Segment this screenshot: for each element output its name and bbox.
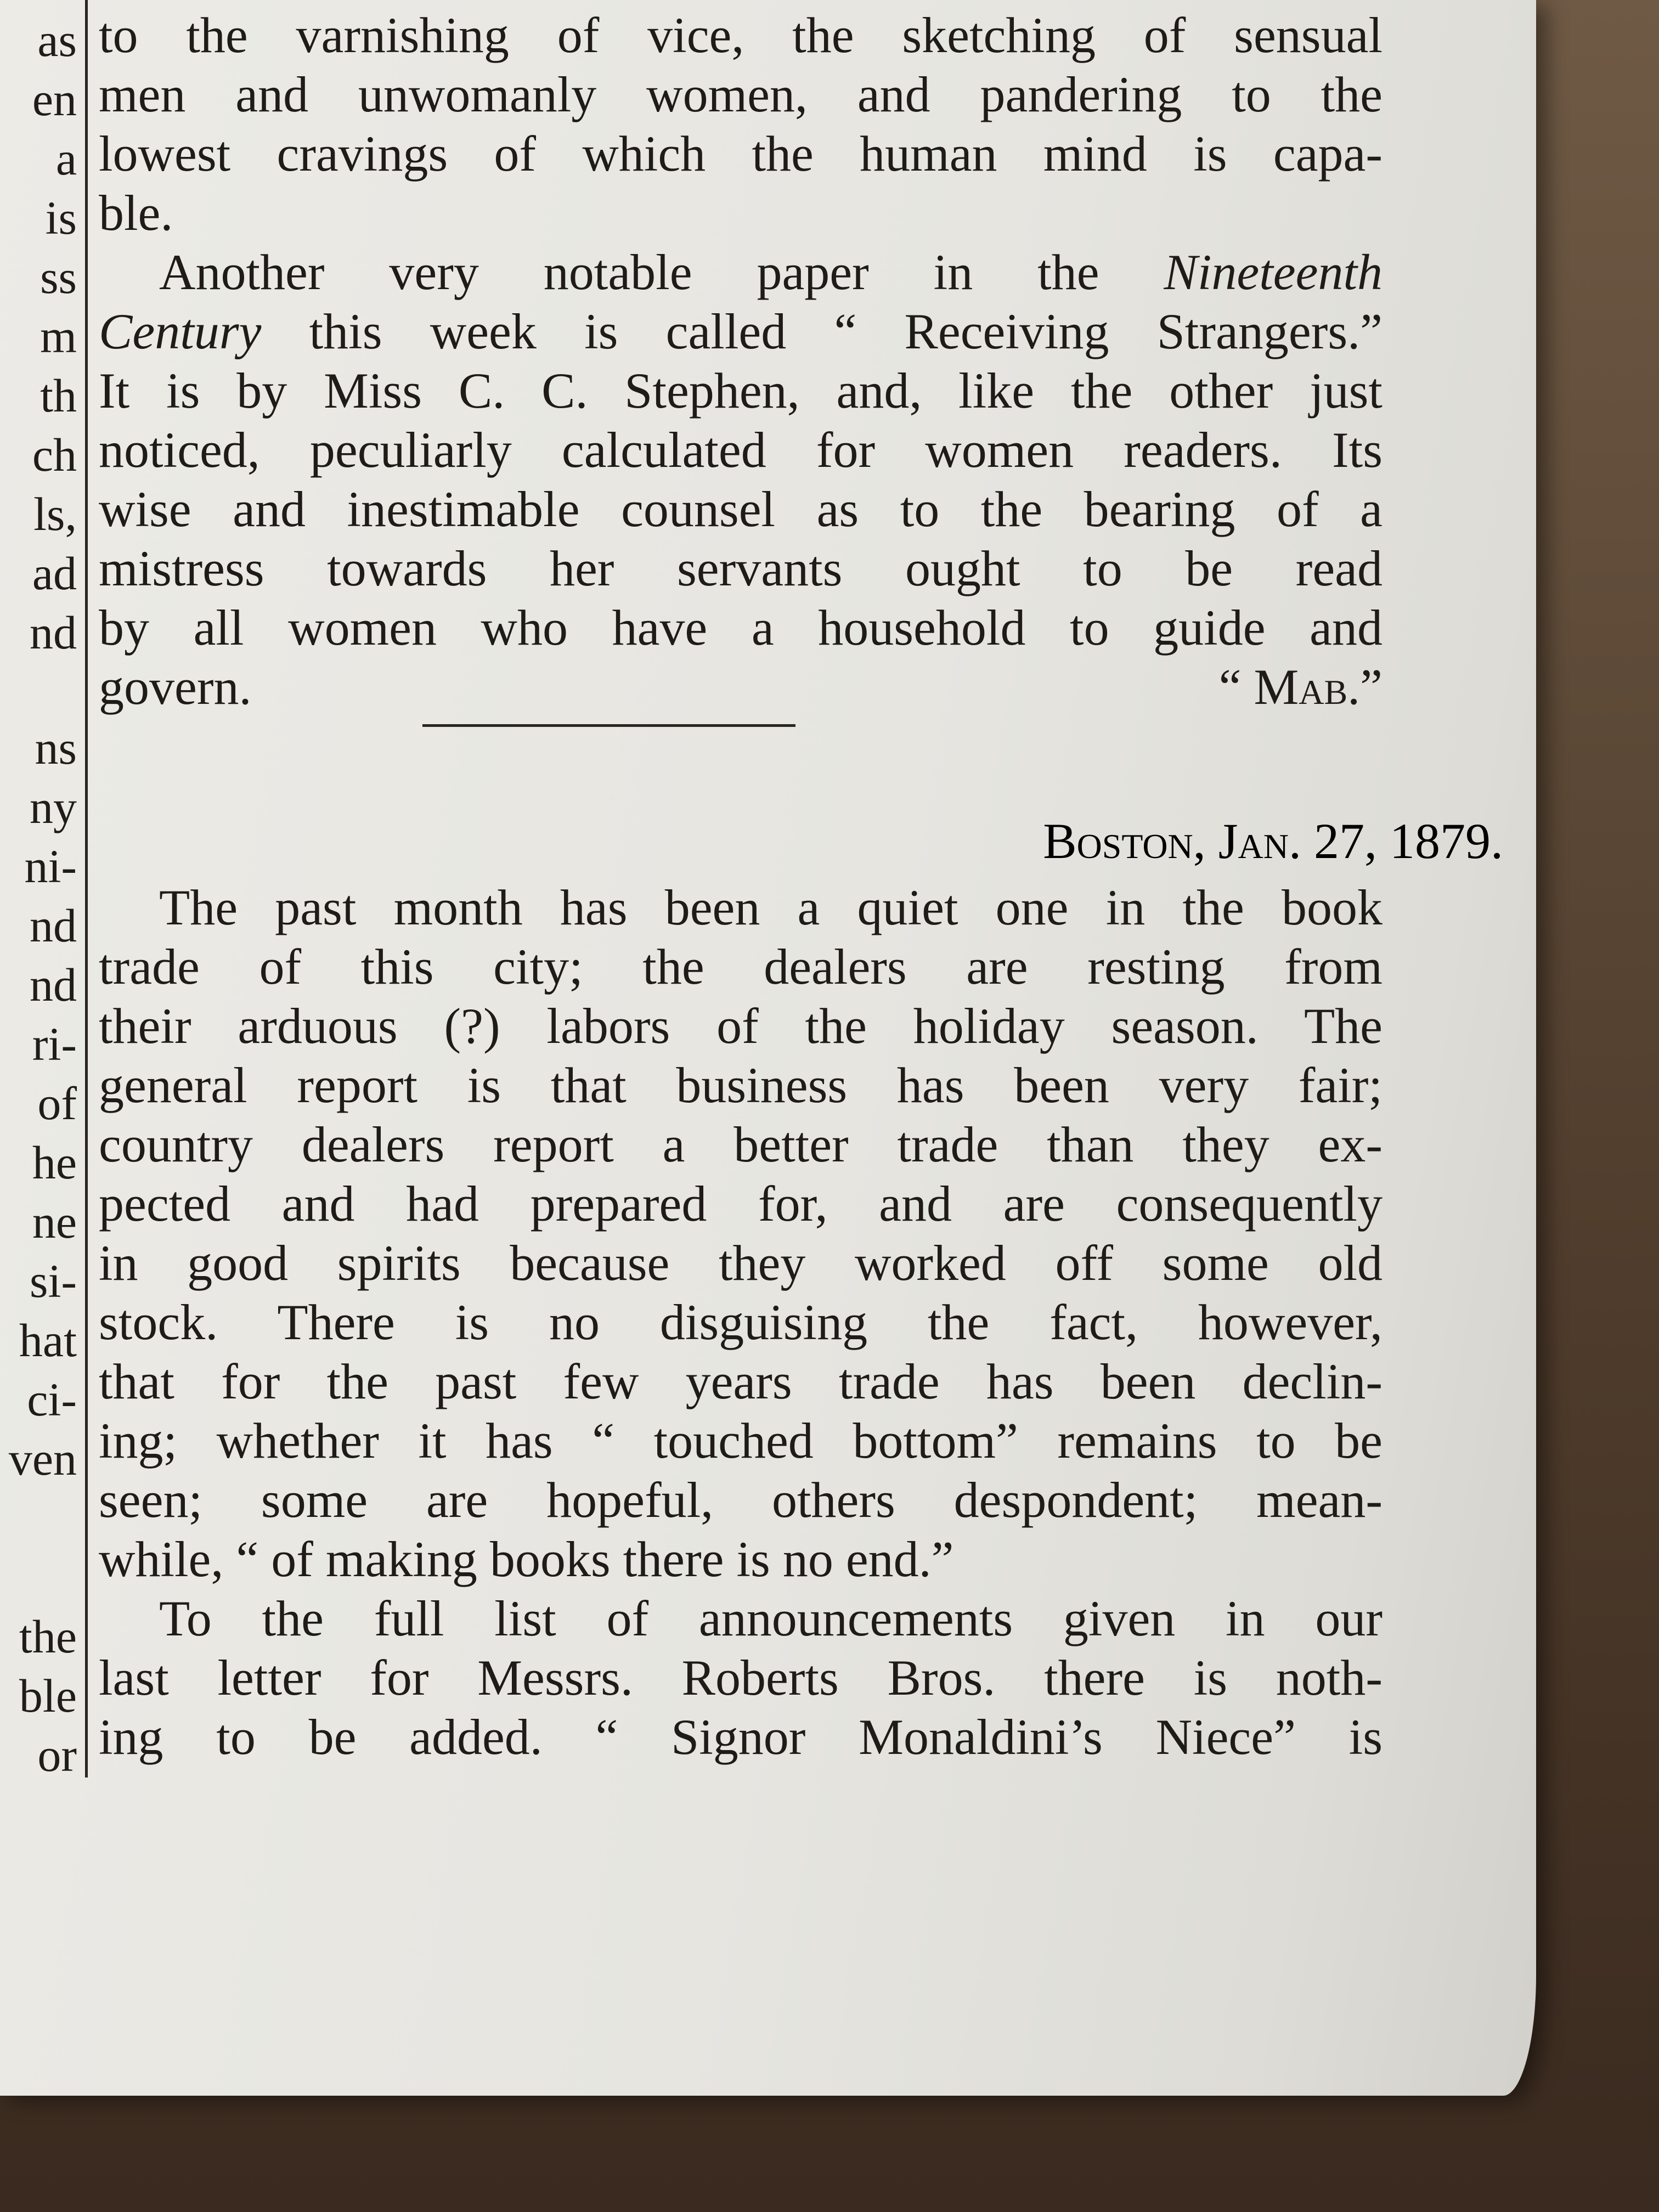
text-line: The past month has been a quiet one in the book — [159, 879, 1383, 935]
text-line: that for the past few years trade has been declin- — [99, 1353, 1383, 1409]
fragment: ri- — [32, 1018, 77, 1070]
main-column — [99, 0, 1393, 1810]
text-line: mistress towards her servants ought to be read — [99, 540, 1383, 596]
fragment: ne — [32, 1195, 77, 1248]
fragment: he — [32, 1136, 77, 1189]
fragment: ci- — [27, 1373, 77, 1426]
section-divider — [422, 724, 795, 727]
fragment: ls, — [33, 488, 77, 540]
text-line: ing to be added. “ Signor Monaldini’s Niece” is — [99, 1709, 1383, 1765]
text-run: govern. — [99, 659, 252, 715]
text-line: wise and inestimable counsel as to the bearing of a — [99, 481, 1383, 537]
text-line: ing; whether it has “ touched bottom” remains to be — [99, 1413, 1383, 1469]
left-column-fragments — [0, 0, 77, 1865]
column-rule — [85, 0, 88, 1778]
fragment: ch — [32, 428, 77, 481]
text-line: last letter for Messrs. Roberts Bros. there is noth- — [99, 1650, 1383, 1706]
dateline: Boston, Jan. 27, 1879. — [1043, 813, 1503, 869]
fragment: ny — [30, 781, 77, 833]
text-line: to the varnishing of vice, the sketching of sensual — [99, 7, 1383, 63]
fragment: ns — [35, 721, 77, 774]
fragment: ss — [40, 251, 77, 303]
fragment: nd — [30, 606, 77, 659]
text-line: seen; some are hopeful, others despondent; mean- — [99, 1472, 1383, 1528]
text-run: this week is called “ Receiving Strangers.” — [309, 303, 1383, 359]
fragment: of — [37, 1077, 77, 1130]
text-line: while, “ of making books there is no end.” — [99, 1531, 954, 1587]
text-line: stock. There is no disguising the fact, however, — [99, 1294, 1383, 1350]
fragment: or — [37, 1729, 77, 1781]
fragment: m — [40, 310, 77, 363]
text-line: their arduous (?) labors of the holiday season. The — [99, 998, 1383, 1054]
magazine-title: Century — [99, 303, 262, 359]
text-line: general report is that business has been very fair; — [99, 1057, 1383, 1113]
fragment: a — [55, 132, 77, 185]
text-line: pected and had prepared for, and are consequently — [99, 1176, 1383, 1232]
magazine-title: Nineteenth — [1164, 244, 1383, 300]
text-line — [99, 657, 1383, 716]
signature: “ Mab.” — [1218, 659, 1383, 715]
text-run: Another very notable paper in the — [159, 244, 1099, 300]
fragment: hat — [19, 1314, 77, 1367]
fragment: ble — [19, 1669, 77, 1722]
fragment: ad — [32, 547, 77, 600]
fragment: nd — [30, 958, 77, 1011]
text-line: ble. — [99, 185, 173, 241]
fragment: the — [19, 1610, 77, 1663]
text-line: by all women who have a household to guide and — [99, 600, 1383, 656]
text-line: To the full list of announcements given in our — [159, 1590, 1383, 1646]
text-line: lowest cravings of which the human mind is capa- — [99, 126, 1383, 182]
text-line: noticed, peculiarly calculated for women readers. Its — [99, 422, 1383, 478]
text-line — [99, 242, 1383, 302]
text-line: trade of this city; the dealers are resting from — [99, 939, 1383, 995]
text-line — [99, 302, 1383, 361]
text-line: country dealers report a better trade than they ex- — [99, 1116, 1383, 1172]
fragment: ven — [8, 1432, 77, 1485]
fragment: ni- — [24, 840, 77, 893]
text-line: men and unwomanly women, and pandering to the — [99, 66, 1383, 122]
fragment: is — [45, 191, 77, 244]
text-line: It is by Miss C. C. Stephen, and, like the other just — [99, 363, 1383, 419]
fragment: th — [40, 369, 77, 422]
text-line: in good spirits because they worked off some old — [99, 1235, 1383, 1291]
fragment: as — [37, 14, 77, 66]
fragment: en — [32, 73, 77, 126]
fragment: si- — [30, 1255, 77, 1307]
fragment: nd — [30, 899, 77, 952]
